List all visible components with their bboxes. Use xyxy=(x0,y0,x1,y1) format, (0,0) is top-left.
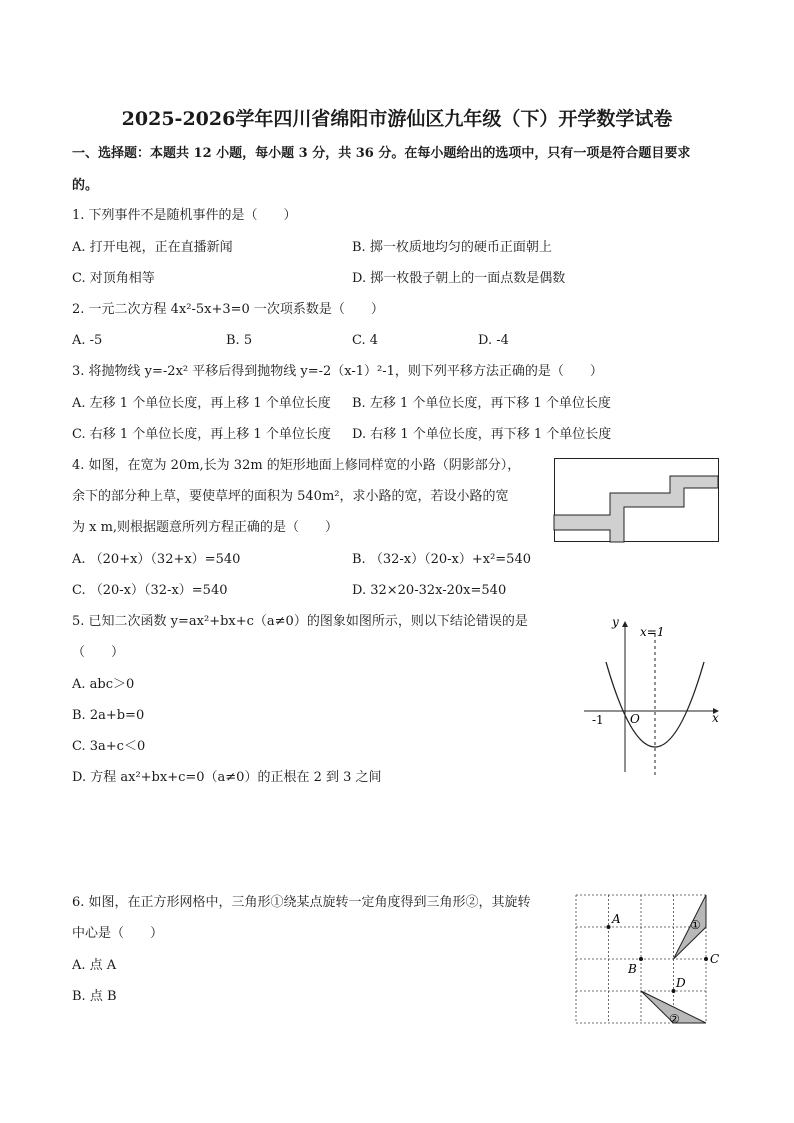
q6-label-c: C xyxy=(710,952,720,966)
q5-x-label: x xyxy=(712,711,719,725)
q5-option-d: D. 方程 ax²+bx+c=0（a≠0）的正根在 2 到 3 之间 xyxy=(72,770,382,785)
q4-option-b: B. （32-x）（20-x）+x²=540 xyxy=(352,552,531,567)
q1-option-d: D. 掷一枚骰子朝上的一面点数是偶数 xyxy=(352,271,566,286)
q6-point-a xyxy=(607,925,611,929)
q3-option-c: C. 右移 1 个单位长度，再上移 1 个单位长度 xyxy=(72,427,331,442)
q2-option-a: A. -5 xyxy=(72,333,103,348)
q6-option-a: A. 点 A xyxy=(72,958,117,973)
q6-point-b xyxy=(639,957,643,961)
q4-stem-line2: 余下的部分种上草，要使草坪的面积为 540m²，求小路的宽，若设小路的宽 xyxy=(72,489,509,504)
q3-stem: 3. 将抛物线 y=-2x² 平移后得到抛物线 y=-2（x-1）²-1，则下列平移方法正确的是（ ） xyxy=(72,364,603,379)
q2-option-c: C. 4 xyxy=(352,333,379,348)
q1-option-c: C. 对顶角相等 xyxy=(72,271,155,286)
q6-label-d: D xyxy=(676,976,686,990)
q6-point-d xyxy=(672,989,676,993)
q6-option-b: B. 点 B xyxy=(72,989,117,1004)
q6-label-tri1: ① xyxy=(690,918,701,932)
q4-option-c: C. （20-x）（32-x）=540 xyxy=(72,583,228,598)
q4-option-d: D. 32×20-32x-20x=540 xyxy=(352,583,507,598)
q5-option-a: A. abc＞0 xyxy=(72,677,135,692)
q6-label-tri2: ② xyxy=(669,1012,680,1026)
q5-y-label: y xyxy=(612,615,619,629)
section-heading-line1: 一、选择题：本题共 12 小题，每小题 3 分，共 36 分。在每小题给出的选项中，只有一项是符合题目要求 xyxy=(72,146,691,161)
q4-stem-line1: 4. 如图，在宽为 20m,长为 32m 的矩形地面上修同样宽的小路（阴影部分）， xyxy=(72,458,521,473)
q5-option-b: B. 2a+b=0 xyxy=(72,708,145,723)
q5-parabola-graph xyxy=(580,612,725,777)
q5-origin-label: O xyxy=(630,712,640,726)
q6-label-b: B xyxy=(628,962,637,976)
q6-label-a: A xyxy=(612,912,621,926)
q4-rectangle-figure xyxy=(554,458,720,544)
q4-stem-line3: 为 x m,则根据题意所列方程正确的是（ ） xyxy=(72,520,339,535)
q1-option-a: A. 打开电视，正在直播新闻 xyxy=(72,240,233,255)
q5-stem-line1: 5. 已知二次函数 y=ax²+bx+c（a≠0）的图象如图所示，则以下结论错误的是 xyxy=(72,614,528,629)
q4-option-a: A. （20+x）（32+x）=540 xyxy=(72,552,241,567)
q5-parabola-curve xyxy=(606,662,704,747)
q6-stem-line1: 6. 如图，在正方形网格中，三角形①绕某点旋转一定角度得到三角形②，其旋转 xyxy=(72,895,531,910)
q1-stem: 1. 下列事件不是随机事件的是（ ） xyxy=(72,208,297,223)
q3-option-d: D. 右移 1 个单位长度，再下移 1 个单位长度 xyxy=(352,427,612,442)
q3-option-b: B. 左移 1 个单位长度，再下移 1 个单位长度 xyxy=(352,396,611,411)
page-title: 2025-2026学年四川省绵阳市游仙区九年级（下）开学数学试卷 xyxy=(121,108,673,130)
q1-option-b: B. 掷一枚质地均匀的硬币正面朝上 xyxy=(352,240,552,255)
q3-option-a: A. 左移 1 个单位长度，再上移 1 个单位长度 xyxy=(72,396,331,411)
q2-stem: 2. 一元二次方程 4x²-5x+3=0 一次项系数是（ ） xyxy=(72,302,384,317)
section-heading-line2: 的。 xyxy=(72,178,99,193)
q6-point-c xyxy=(704,957,708,961)
q5-option-c: C. 3a+c＜0 xyxy=(72,739,146,754)
q5-tick-label: -1 xyxy=(592,713,604,727)
q6-grid-figure xyxy=(572,893,732,1028)
q6-stem-line2: 中心是（ ） xyxy=(72,926,164,941)
q2-option-d: D. -4 xyxy=(478,333,509,348)
q5-axis-line-label: x=1 xyxy=(640,625,665,639)
q5-stem-line2: （ ） xyxy=(72,645,125,660)
q2-option-b: B. 5 xyxy=(226,333,253,348)
